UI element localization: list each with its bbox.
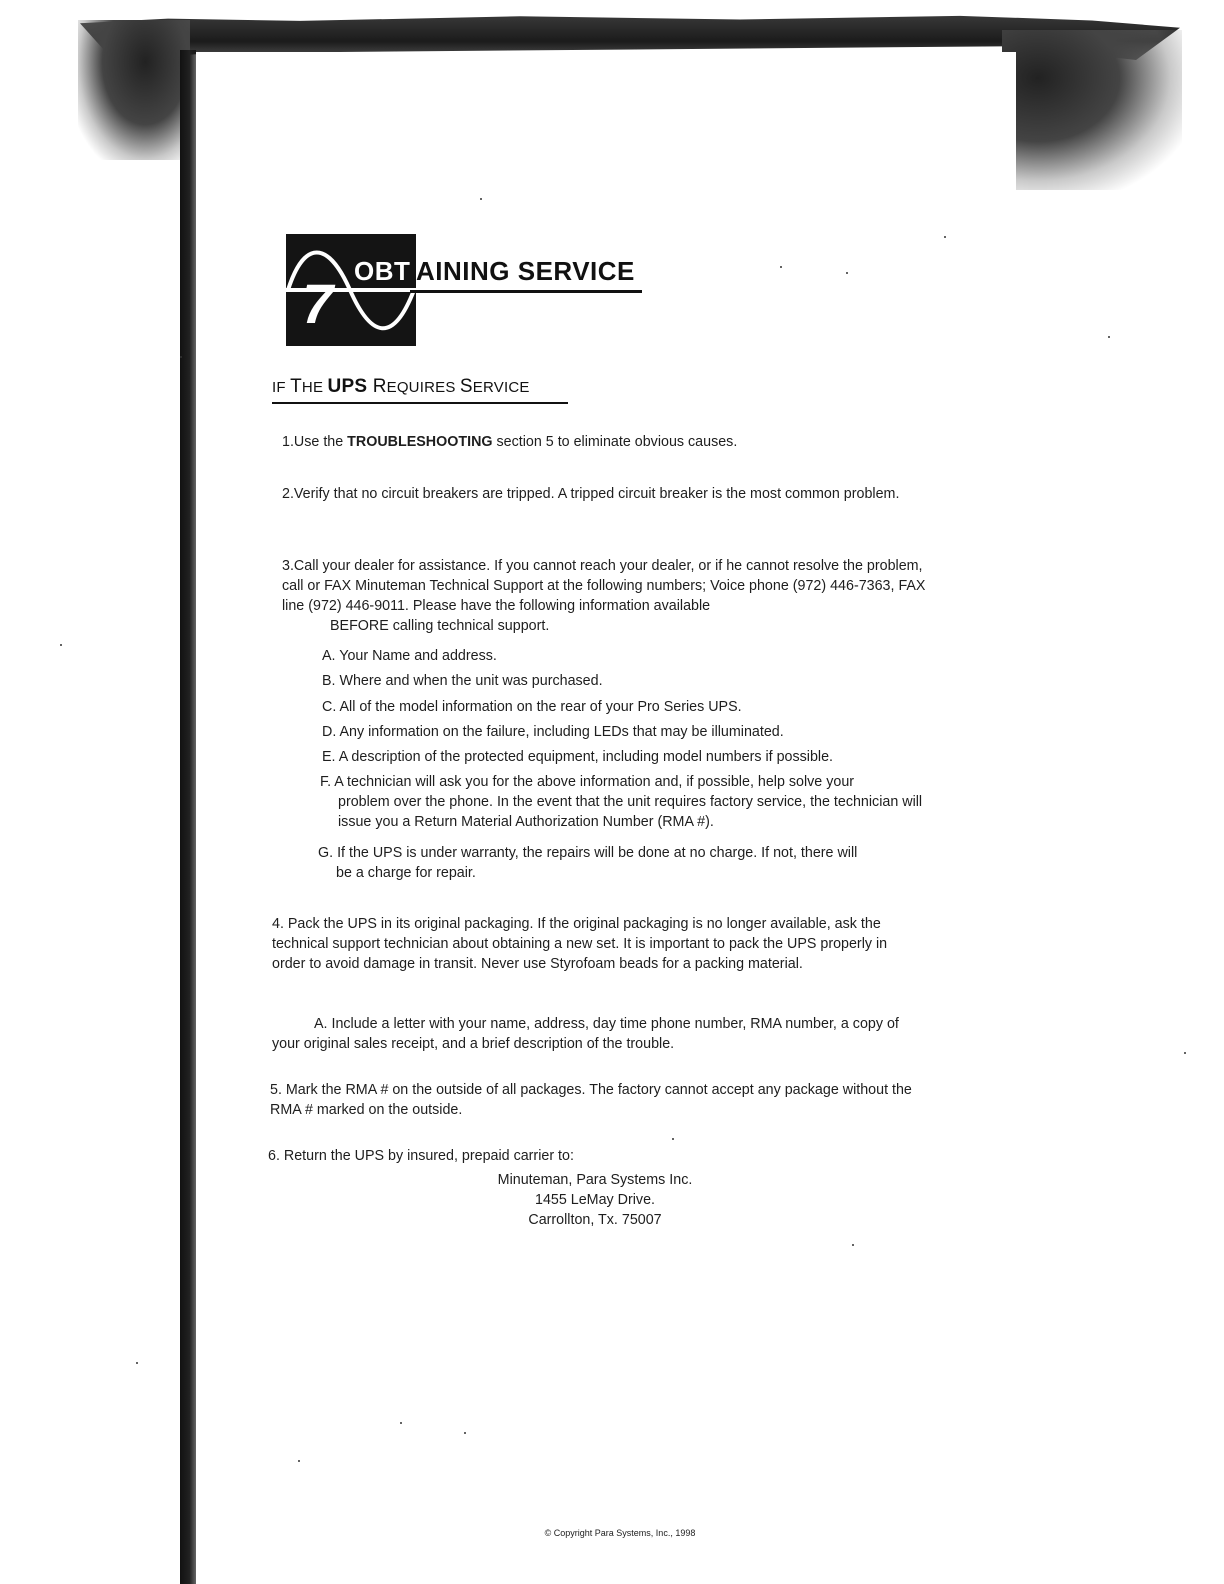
scan-blot-right (1002, 30, 1182, 190)
step-5: 5. Mark the RMA # on the outside of all packages. The factory cannot accept any package without the RMA # marked on the outside. (270, 1082, 912, 1118)
step-3-item-g: G. If the UPS is under warranty, the repairs will be done at no charge. If not, there will be a charge for repair. (318, 845, 858, 881)
step-3-item-c: C. All of the model information on the rear of your Pro Series UPS. (322, 699, 742, 715)
chapter-number: 7 (302, 272, 334, 335)
scan-speck (480, 198, 482, 200)
step-3-item-b: B. Where and when the unit was purchased. (322, 673, 603, 689)
scan-speck (1184, 1052, 1186, 1054)
scan-edge-left (180, 50, 196, 1584)
scan-speck (136, 1362, 138, 1364)
section-heading: IF THE UPS REQUIRES SERVICE (272, 376, 530, 397)
scan-speck (944, 236, 946, 238)
return-address (460, 1170, 730, 1230)
scan-speck (846, 272, 848, 274)
scan-speck (180, 356, 182, 358)
copyright-footer: © Copyright Para Systems, Inc., 1998 (544, 1528, 696, 1538)
step-2: 2.Verify that no circuit breakers are tripped. A tripped circuit breaker is the most common problem. (282, 486, 900, 502)
title-underline (410, 290, 642, 293)
chapter-title-left: OBT (354, 256, 411, 286)
address-line-1: Minuteman, Para Systems Inc. (497, 1172, 693, 1188)
step-3-item-d: D. Any information on the failure, including LEDs that may be illuminated. (322, 724, 784, 740)
scan-speck (298, 1460, 300, 1462)
scan-speck (464, 1432, 466, 1434)
scan-speck (1108, 336, 1110, 338)
section-heading-underline (272, 402, 568, 404)
step-4-item-a: A. Include a letter with your name, address, day time phone number, RMA number, a copy of your original sales receipt, and a brief description of the trouble. (272, 1016, 899, 1052)
step-3-item-f: F. A technician will ask you for the above information and, if possible, help solve your problem over the phone. In the event that the unit requires factory service, the technician will issue you a Return Material Authorization Number (RMA #). (320, 774, 923, 830)
address-line-2: 1455 LeMay Drive. (535, 1192, 655, 1208)
step-3-item-e: E. A description of the protected equipment, including model numbers if possible. (322, 749, 834, 765)
scan-speck (780, 266, 782, 268)
chapter-title-right: AINING SERVICE (416, 256, 635, 286)
scan-speck (852, 1244, 854, 1246)
step-4: 4. Pack the UPS in its original packaging. If the original packaging is no longer available, ask the technical support technician about obtaining a new set. It is important to pack the UPS properly in order to avoid damage in transit. Never use Styrofoam beads for a packing material. (272, 916, 888, 972)
step-3-item-a: A. Your Name and address. (322, 648, 497, 664)
address-line-3: Carrollton, Tx. 75007 (528, 1212, 662, 1228)
scan-speck (672, 1138, 674, 1140)
step-3: 3.Call your dealer for assistance. If you cannot reach your dealer, or if he cannot resolve the problem, call or FAX Minuteman Technical Support at the following numbers; Voice phone (972) 446-7363, FAX line (972) 446-9011. Please have the following information available BEFORE calling technical support. (282, 558, 926, 634)
scan-speck (60, 644, 62, 646)
scan-blot-left (78, 20, 190, 160)
scan-speck (400, 1422, 402, 1424)
step-1: 1.Use the TROUBLESHOOTING section 5 to eliminate obvious causes. (282, 434, 738, 450)
step-6: 6. Return the UPS by insured, prepaid carrier to: (268, 1148, 574, 1164)
